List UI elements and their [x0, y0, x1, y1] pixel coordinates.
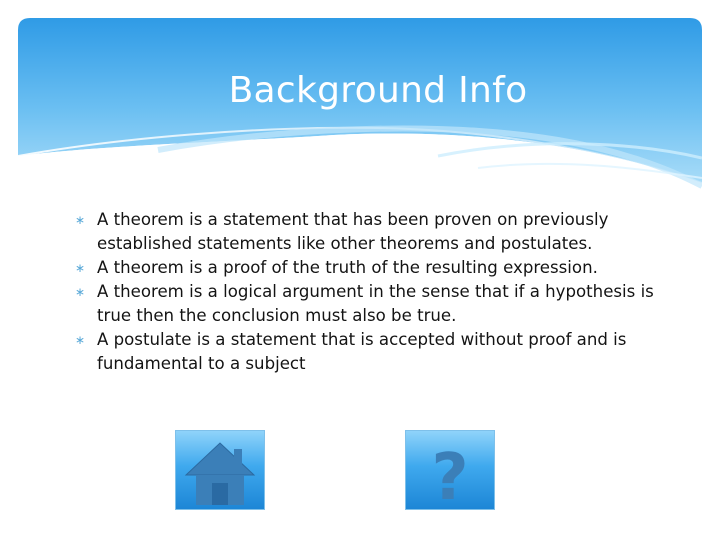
title-banner — [18, 18, 702, 208]
home-icon — [176, 431, 264, 509]
bullet-list — [75, 208, 655, 376]
page-title: Background Info — [228, 70, 528, 111]
bullet-marker: ∗ — [75, 333, 86, 347]
banner-background — [18, 18, 702, 208]
list-item — [75, 256, 655, 280]
bullet-text: A theorem is a statement that has been proven on previously established statements like other theorems and postulates. — [97, 210, 609, 253]
bullet-text: A theorem is a logical argument in the sense that if a hypothesis is true then the conclusion must also be true. — [97, 282, 654, 325]
list-item — [75, 280, 655, 328]
bullet-marker: ∗ — [75, 213, 86, 227]
help-glyph: ? — [431, 441, 469, 509]
home-button[interactable] — [175, 430, 265, 510]
bullet-text: A postulate is a statement that is accepted without proof and is fundamental to a subject — [97, 330, 627, 373]
bullet-text: A theorem is a proof of the truth of the resulting expression. — [97, 258, 598, 277]
bullet-marker: ∗ — [75, 285, 86, 299]
list-item — [75, 328, 655, 376]
question-mark-icon — [406, 431, 494, 509]
help-button[interactable] — [405, 430, 495, 510]
list-item — [75, 208, 655, 256]
bullet-marker: ∗ — [75, 261, 86, 275]
